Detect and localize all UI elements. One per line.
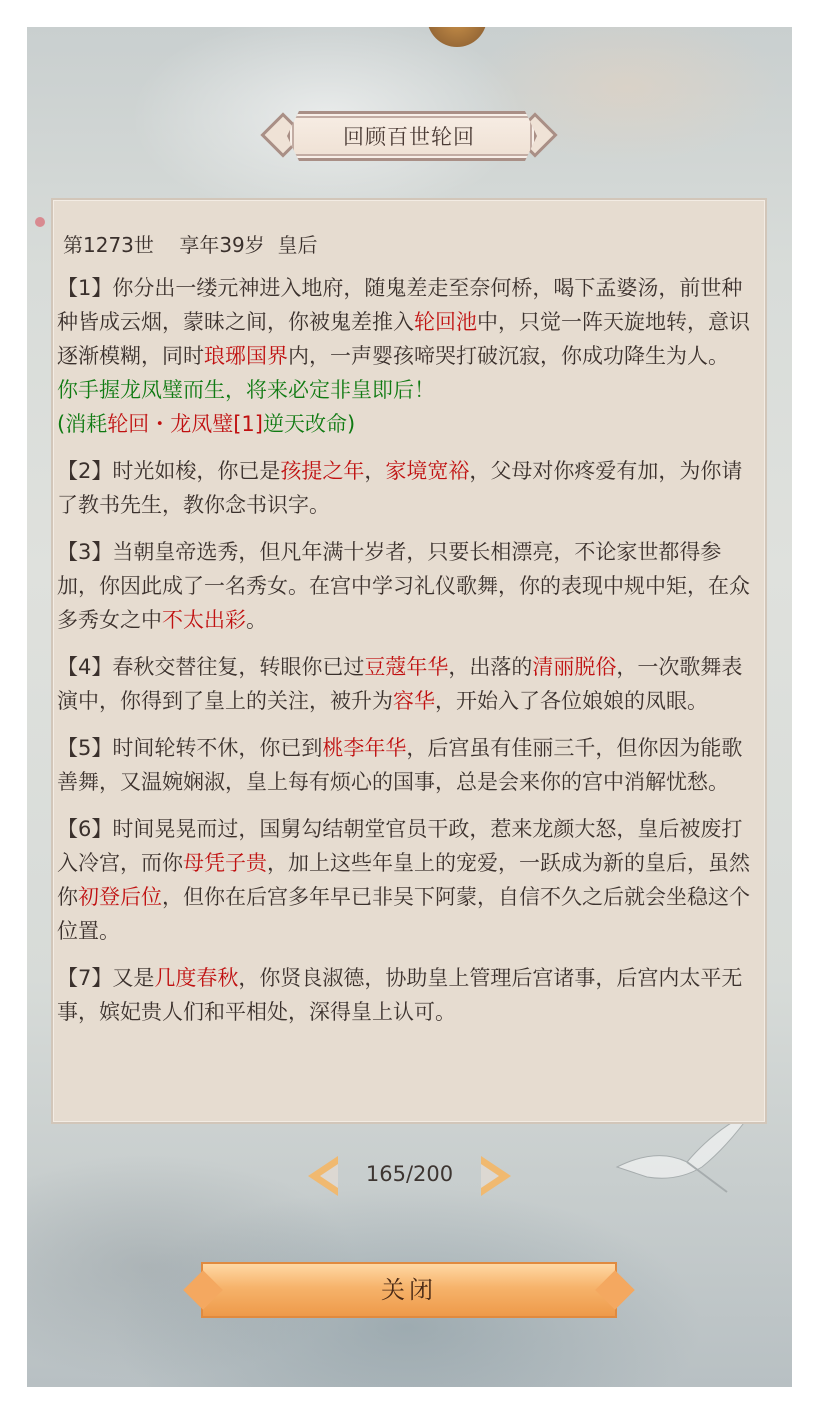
entry-text: ，但你在后宫多年早已非吴下阿蒙，自信不久之后就会坐稳这个位置。	[57, 885, 750, 943]
life-entry	[57, 812, 762, 948]
life-entry	[57, 271, 762, 441]
entry-text: 【1】你分出一缕元神进入地府，随鬼差走至奈何桥，喝下孟婆汤，前世种种皆成云烟，蒙昧之间，你被鬼差推入	[57, 276, 743, 334]
entry-text: ，加上这些年皇上的宠爱，一跃成为新的皇后，虽然你	[57, 851, 750, 909]
highlight-text: 豆蔻年华	[364, 655, 449, 679]
dialog-title: 回顾百世轮回	[343, 125, 475, 149]
entry-text: ，开始入了各位娘娘的凤眼。	[435, 689, 708, 713]
entry-paragraph	[57, 271, 762, 373]
life-entry	[57, 454, 762, 522]
green-text: 逆天改命)	[262, 412, 356, 436]
green-text: 你手握龙凤璧而生，将来必定非皇即后！	[57, 378, 435, 402]
highlight-text: 家境宽裕	[385, 459, 470, 483]
entry-text: 【4】春秋交替往复，转眼你已过	[57, 655, 365, 679]
green-text: (消耗	[57, 412, 108, 436]
highlight-text: 初登后位	[78, 885, 162, 909]
next-page-arrow-icon[interactable]	[481, 1156, 511, 1196]
life-entry	[57, 731, 762, 799]
entry-extra-line	[57, 407, 762, 441]
life-entry	[57, 650, 762, 718]
entry-text: 内，一声婴孩啼哭打破沉寂，你成功降生为人。	[288, 344, 729, 368]
emblem-icon	[427, 27, 487, 47]
entry-text: ，你贤良淑德，协助皇上管理后宫诸事，后宫内太平无事，嫔妃贵人们和平相处，深得皇上认可。	[57, 966, 743, 1024]
game-frame	[27, 27, 792, 1387]
petal-decoration	[35, 217, 45, 227]
highlight-text: 桃李年华	[322, 736, 407, 760]
highlight-text: 容华	[393, 689, 435, 713]
life-summary: 第1273世 享年39岁 皇后	[63, 233, 318, 257]
entry-text: ，	[364, 459, 386, 483]
life-entry	[57, 961, 762, 1029]
title-plaque	[261, 109, 557, 159]
entry-paragraph	[57, 454, 762, 522]
entry-paragraph	[57, 650, 762, 718]
entry-paragraph	[57, 812, 762, 948]
entry-text: 【2】时光如梭，你已是	[57, 459, 281, 483]
entry-extra-line	[57, 373, 762, 407]
highlight-text: 清丽脱俗	[532, 655, 617, 679]
entry-text: 【6】时间晃晃而过，国舅勾结朝堂官员干政，惹来龙颜大怒，皇后被废打入冷宫，而你	[57, 817, 743, 875]
entry-text: ，出落的	[448, 655, 533, 679]
page-indicator: 165/200	[365, 1162, 454, 1186]
life-entry	[57, 535, 762, 637]
life-entries	[57, 243, 762, 1029]
highlight-text: 不太出彩	[162, 608, 246, 632]
highlight-text: 轮回池	[414, 310, 477, 334]
highlight-text: 轮回・龙凤璧[1]	[107, 412, 263, 436]
highlight-text: 几度春秋	[154, 966, 239, 990]
entry-text: ，父母对你疼爱有加，为你请了教书先生，教你念书识字。	[57, 459, 743, 517]
highlight-text: 母凭子贵	[183, 851, 267, 875]
entry-text: 【7】又是	[57, 966, 155, 990]
highlight-text: 孩提之年	[280, 459, 365, 483]
entry-text: 【5】时间轮转不休，你已到	[57, 736, 323, 760]
entry-paragraph	[57, 535, 762, 637]
entry-paragraph	[57, 961, 762, 1029]
highlight-text: 琅琊国界	[204, 344, 288, 368]
entry-text: 【3】当朝皇帝选秀，但凡年满十岁者，只要长相漂亮，不论家世都得参加，你因此成了一名秀女。在宫中学习礼仪歌舞，你的表现中规中矩，在众多秀女之中	[57, 540, 750, 632]
entry-text: 中，只觉一阵天旋地转，意识逐渐模糊，同时	[57, 310, 750, 368]
entry-paragraph	[57, 731, 762, 799]
entry-text: 。	[246, 608, 267, 632]
entry-text: ，一次歌舞表演中，你得到了皇上的关注，被升为	[57, 655, 743, 713]
pager	[302, 1152, 517, 1200]
close-button[interactable]: 关闭	[201, 1262, 617, 1318]
entry-text: ，后宫虽有佳丽三千，但你因为能歌善舞，又温婉娴淑，皇上每有烦心的国事，总是会来你的宫中消解忧愁。	[57, 736, 743, 794]
